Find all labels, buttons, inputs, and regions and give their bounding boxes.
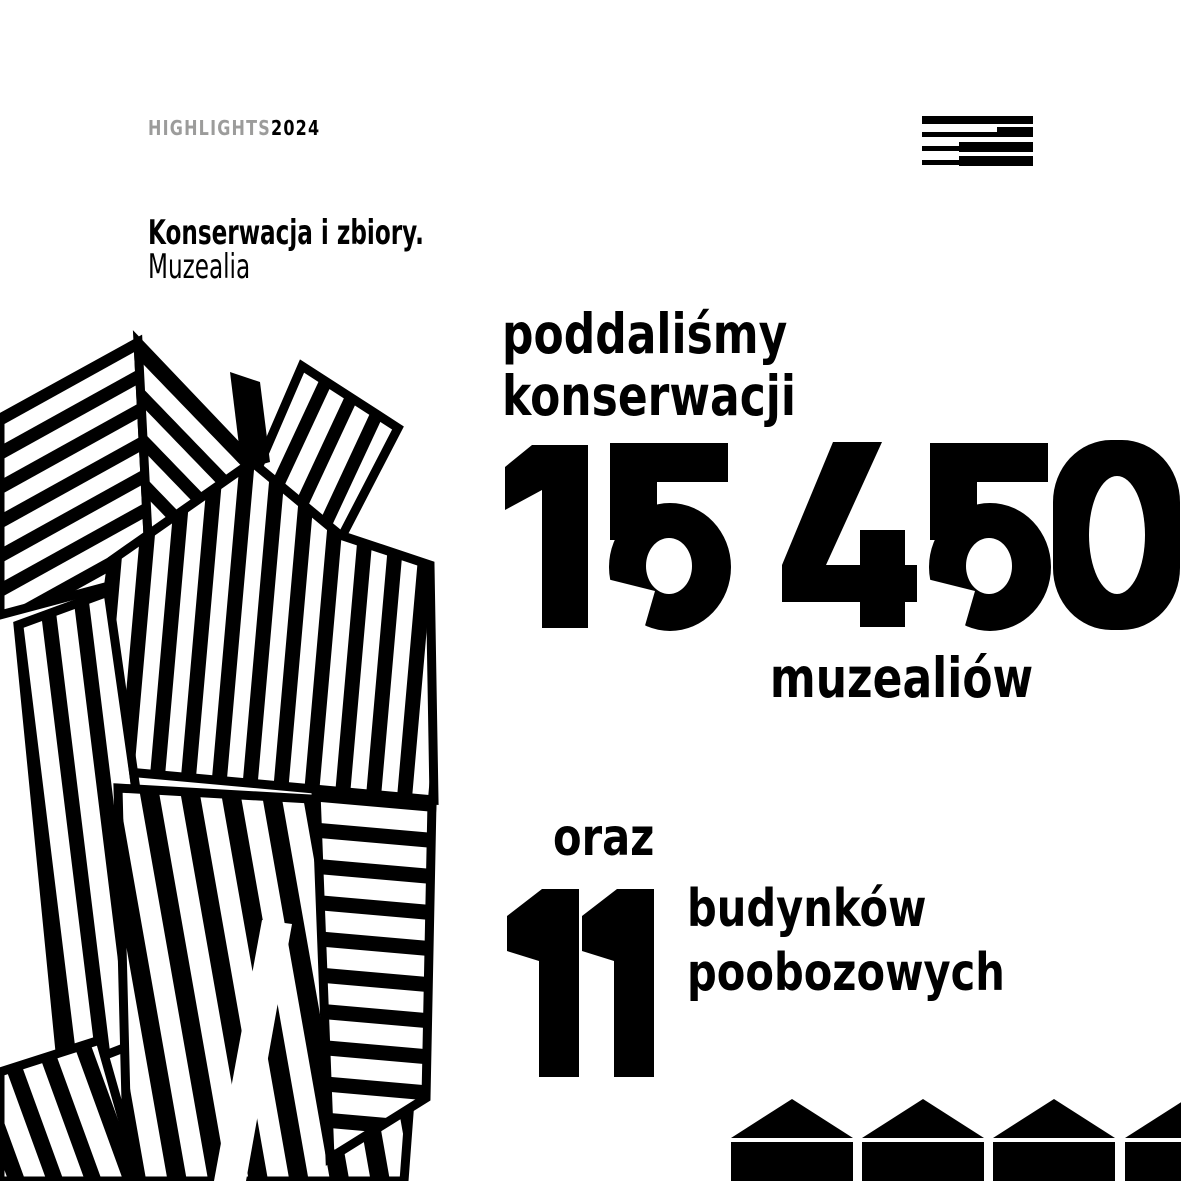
brand-highlights: HIGHLIGHTS (148, 116, 271, 140)
section-title: Konserwacja i zbiory. (148, 213, 424, 253)
section-heading (148, 213, 424, 287)
house-body (862, 1142, 984, 1181)
barracks-houses-icon (731, 1099, 1181, 1181)
house-roof (1125, 1099, 1181, 1138)
logo-bar (997, 127, 1033, 137)
stat-secondary-unit-line2: poobozowych (687, 943, 1005, 1003)
stat-intro (502, 303, 796, 427)
house-roof (731, 1099, 853, 1138)
stat-intro-line2: konserwacji (502, 364, 796, 428)
striped-uniform-illustration-icon (0, 330, 470, 1181)
jacket-right-sleeve-cuff (316, 792, 432, 1158)
brand-year: 2024 (270, 116, 321, 140)
stat-intro-line1: poddaliśmy (502, 302, 788, 366)
stat-secondary-unit-line1: budynków (687, 879, 927, 939)
section-subtitle: Muzealia (148, 247, 251, 287)
stat-main-value (500, 438, 1181, 638)
stat-main-unit: muzealiów (769, 646, 1033, 710)
logo-bar (959, 156, 1033, 166)
house-body (993, 1142, 1115, 1181)
trouser-left-leg (0, 1040, 140, 1181)
barracks-house-icon (1125, 1099, 1181, 1181)
barracks-house-icon (862, 1099, 984, 1181)
barracks-house-icon (993, 1099, 1115, 1181)
logo-bar (959, 142, 1033, 152)
stat-secondary-unit (687, 877, 1005, 1005)
striped-bars-logo-icon (922, 116, 1033, 166)
logo-bar (922, 160, 959, 165)
barracks-house-icon (731, 1099, 853, 1181)
house-body (731, 1142, 853, 1181)
stat-secondary-value (505, 885, 685, 1085)
logo-bar (922, 146, 959, 151)
house-body (1125, 1142, 1181, 1181)
logo-bar (922, 132, 997, 137)
house-roof (993, 1099, 1115, 1138)
header-brand (148, 116, 320, 140)
stat-connector: oraz (553, 808, 655, 868)
house-roof (862, 1099, 984, 1138)
logo-bar (922, 116, 1033, 124)
